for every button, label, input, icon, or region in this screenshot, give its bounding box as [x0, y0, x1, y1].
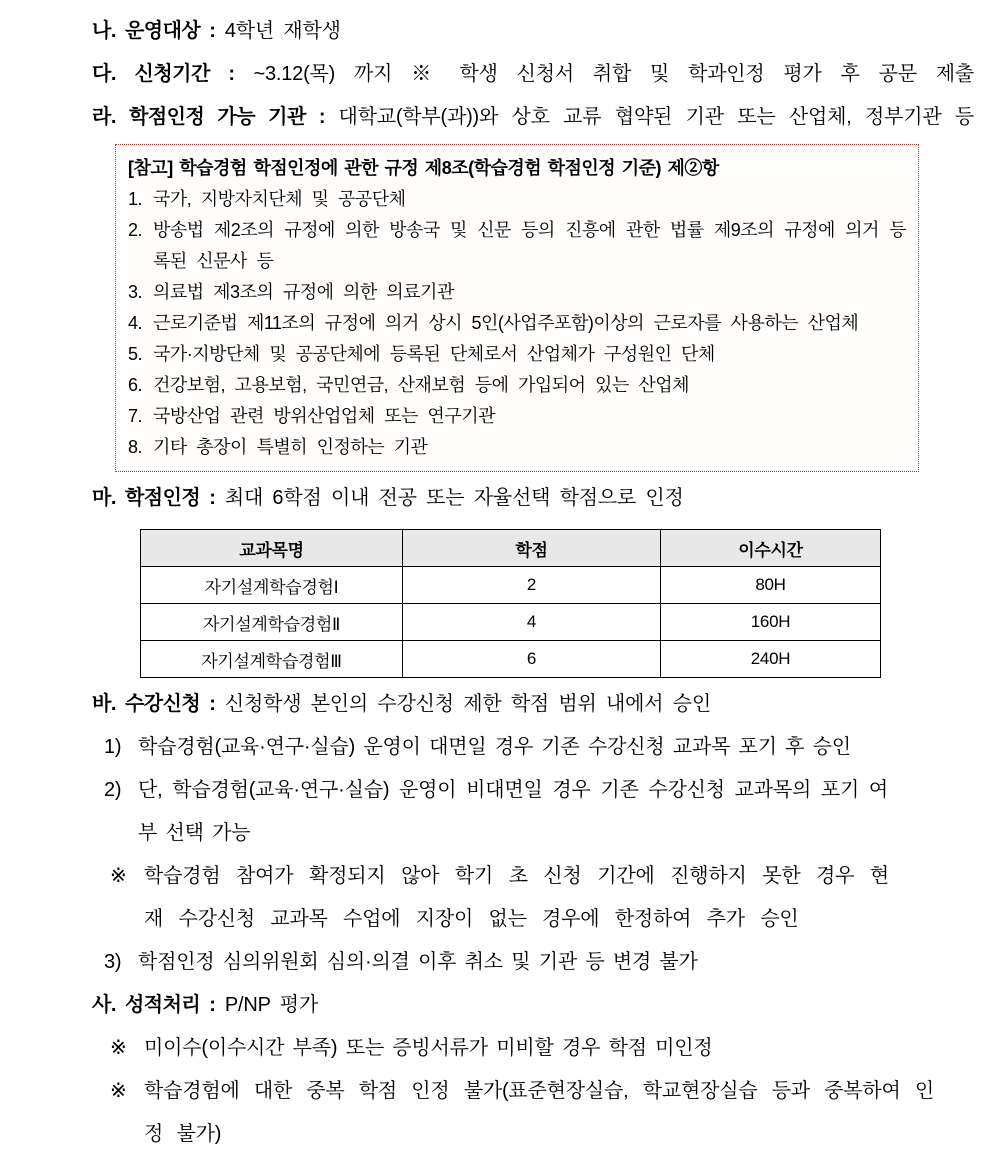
section-da-head: 다. 신청기간 : [92, 63, 235, 85]
list-item [104, 941, 974, 984]
credit-table-header: 학점 [403, 530, 661, 567]
table-row [141, 604, 881, 641]
section-na-text: 4학년 재학생 [224, 20, 341, 42]
credit-cell: 4 [403, 604, 661, 641]
list-item-text: 학점인정 심의위원회 심의·의결 이후 취소 및 기관 등 변경 불가 [138, 951, 698, 973]
section-ma-head: 마. 학점인정 : [92, 487, 216, 509]
list-item-text: 단, 학습경험(교육·연구·실습) 운영이 비대면일 경우 기존 수강신청 교과목의 포기 여부 선택 가능 [138, 779, 888, 844]
reference-item: 6. 건강보험, 고용보험, 국민연금, 산재보험 등에 가입되어 있는 산업체 [128, 375, 689, 395]
list-item-marker: 2) [104, 779, 122, 801]
section-na [92, 10, 974, 53]
table-row [141, 567, 881, 604]
course-name-cell: 자기설계학습경험Ⅱ [141, 604, 403, 641]
note-marker: ※ [110, 1037, 127, 1059]
note-text: 미이수(이수시간 부족) 또는 증빙서류가 미비할 경우 학점 미인정 [144, 1037, 713, 1059]
section-ra [92, 96, 974, 139]
section-ma-text: 최대 6학점 이내 전공 또는 자율선택 학점으로 인정 [224, 487, 684, 509]
hours-cell: 240H [661, 641, 881, 678]
reference-item: 7. 국방산업 관련 방위산업업체 또는 연구기관 [128, 406, 495, 426]
section-sa-head: 사. 성적처리 : [92, 994, 216, 1016]
reference-box-title: [참고] 학습경험 학점인정에 관한 규정 제8조(학습경험 학점인정 기준) 제②항 [128, 158, 719, 178]
reference-item: 4. 근로기준법 제11조의 규정에 의거 상시 5인(사업주포함)이상의 근로자를 사용하는 산업체 [128, 313, 859, 333]
course-name-cell: 자기설계학습경험Ⅲ [141, 641, 403, 678]
section-sa-text: P/NP 평가 [224, 994, 318, 1016]
section-ba [92, 683, 974, 726]
section-ra-text: 대학교(학부(과))와 상호 교류 협약된 기관 또는 산업체, 정부기관 등 [338, 106, 974, 128]
hours-cell: 160H [661, 604, 881, 641]
note-text: 학습경험에 대한 중복 학점 인정 불가(표준현장실습, 학교현장실습 등과 중복하여 인정 불가) [144, 1080, 934, 1145]
section-ra-head: 라. 학점인정 가능 기관 : [92, 106, 326, 128]
note-text: 학습경험 참여가 확정되지 않아 학기 초 신청 기간에 진행하지 못한 경우 현재 수강신청 교과목 수업에 지장이 없는 경우에 한정하여 추가 승인 [144, 865, 889, 930]
credit-table-header: 교과목명 [141, 530, 403, 567]
section-na-head: 나. 운영대상 : [92, 20, 216, 42]
list-item-marker: 1) [104, 736, 122, 758]
section-sa [92, 984, 974, 1027]
credit-cell: 6 [403, 641, 661, 678]
table-row [141, 641, 881, 678]
note-item [110, 855, 974, 941]
credit-table-header-row [141, 530, 881, 567]
hours-cell: 80H [661, 567, 881, 604]
reference-item: 1. 국가, 지방자치단체 및 공공단체 [128, 189, 406, 209]
section-da [92, 53, 974, 96]
reference-item: 5. 국가·지방단체 및 공공단체에 등록된 단체로서 산업체가 구성원인 단체 [128, 344, 715, 364]
credit-table [140, 529, 881, 678]
note-item [110, 1027, 974, 1070]
note-marker: ※ [110, 865, 127, 887]
section-ma [92, 477, 974, 520]
section-ba-head: 바. 수강신청 : [92, 693, 216, 715]
list-item-text: 학습경험(교육·연구·실습) 운영이 대면일 경우 기존 수강신청 교과목 포기 후 승인 [138, 736, 851, 758]
reference-item: 2. 방송법 제2조의 규정에 의한 방송국 및 신문 등의 진흥에 관한 법률 제9조의 규정에 의거 등록된 신문사 등 [128, 220, 906, 271]
list-item-marker: 3) [104, 951, 122, 973]
list-item [104, 769, 974, 855]
section-da-text: ~3.12(목) 까지 ※ 학생 신청서 취합 및 학과인정 평가 후 공문 제출 [253, 63, 974, 85]
credit-table-header: 이수시간 [661, 530, 881, 567]
reference-item: 8. 기타 총장이 특별히 인정하는 기관 [128, 437, 428, 457]
reference-item: 3. 의료법 제3조의 규정에 의한 의료기관 [128, 282, 454, 302]
course-name-cell: 자기설계학습경험Ⅰ [141, 567, 403, 604]
credit-cell: 2 [403, 567, 661, 604]
reference-box [115, 144, 919, 472]
section-ba-text: 신청학생 본인의 수강신청 제한 학점 범위 내에서 승인 [224, 693, 711, 715]
list-item [104, 726, 974, 769]
note-marker: ※ [110, 1080, 127, 1102]
note-item [110, 1070, 974, 1154]
